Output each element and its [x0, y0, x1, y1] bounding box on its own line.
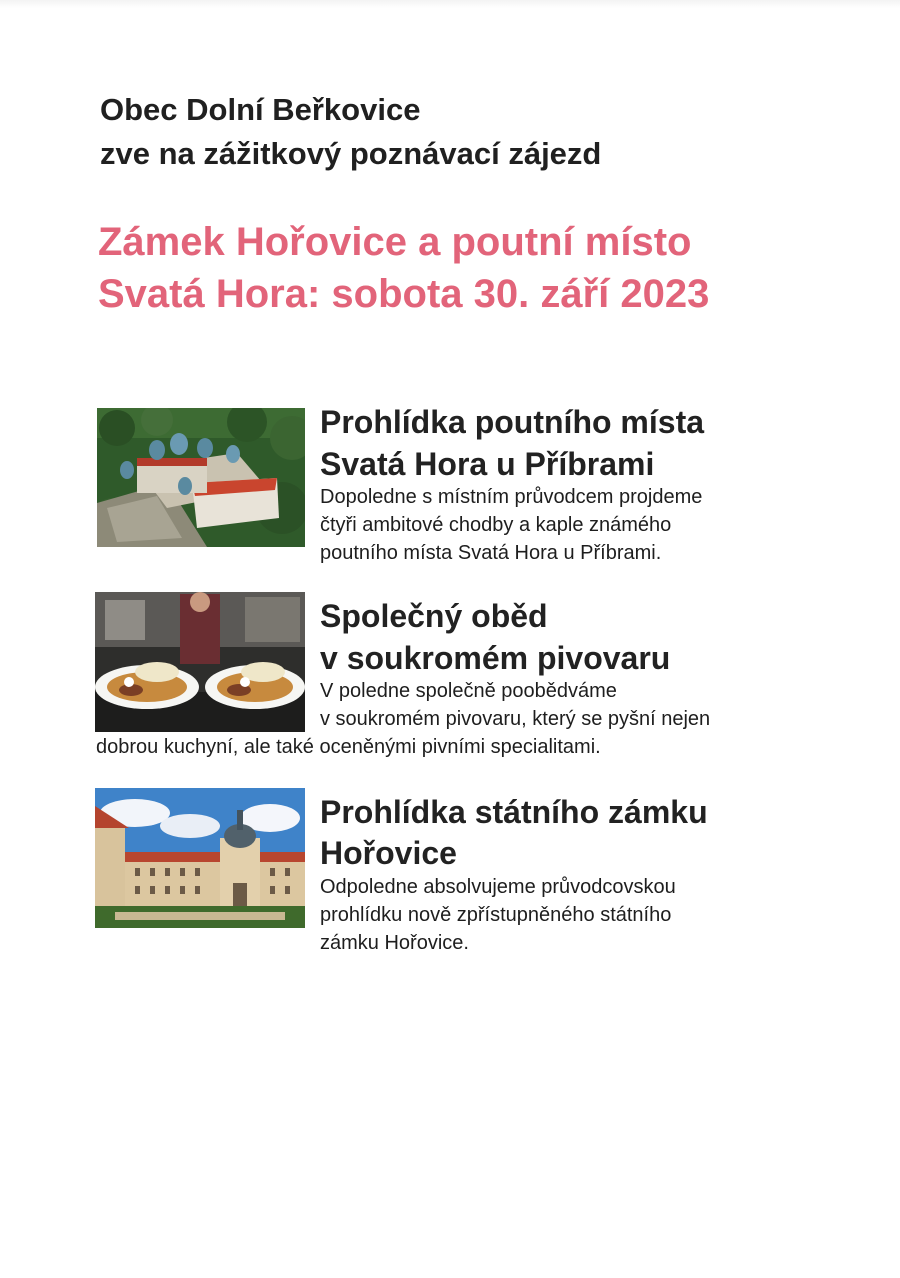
- section-3-text-line-3: zámku Hořovice.: [320, 932, 469, 954]
- scan-edge: [0, 0, 900, 8]
- svata-hora-photo: [97, 408, 305, 547]
- section-2-text-line-2: v soukromém pivovaru, který se pyšní nejen: [320, 708, 711, 730]
- section-3-text-line-2: prohlídku nově zpřístupněného státního: [320, 904, 672, 926]
- section-2-title-line-1: Společný oběd: [320, 598, 548, 634]
- section-3-title-line-1: Prohlídka státního zámku: [320, 794, 708, 830]
- header-line-1: Obec Dolní Beřkovice: [100, 92, 421, 127]
- section-2-title-line-2: v soukromém pivovaru: [320, 640, 671, 676]
- event-title-line-1: Zámek Hořovice a poutní místo: [98, 220, 692, 264]
- event-title: [98, 216, 709, 320]
- lunch-photo: [95, 592, 305, 732]
- event-title-line-2: Svatá Hora: sobota 30. září 2023: [98, 272, 710, 316]
- section-1-title-line-2: Svatá Hora u Příbrami: [320, 446, 655, 482]
- section-1-text-line-3: poutního místa Svatá Hora u Příbrami.: [320, 542, 662, 564]
- chateau-horovice-photo: [95, 788, 305, 928]
- section-2-text-line-3: dobrou kuchyní, ale také oceněnými pivními specialitami.: [96, 736, 601, 758]
- section-1-title-line-1: Prohlídka poutního místa: [320, 404, 705, 440]
- header-line-2: zve na zážitkový poznávací zájezd: [100, 136, 602, 171]
- section-3-title-line-2: Hořovice: [320, 835, 457, 871]
- section-3-text-line-1: Odpoledne absolvujeme průvodcovskou: [320, 876, 676, 898]
- section-1-text-line-2: čtyři ambitové chodby a kaple známého: [320, 514, 672, 536]
- section-1-text-line-1: Dopoledne s místním průvodcem projdeme: [320, 486, 703, 508]
- invitation-header: [100, 88, 601, 176]
- section-2-text-line-1: V poledne společně poobědváme: [320, 680, 617, 702]
